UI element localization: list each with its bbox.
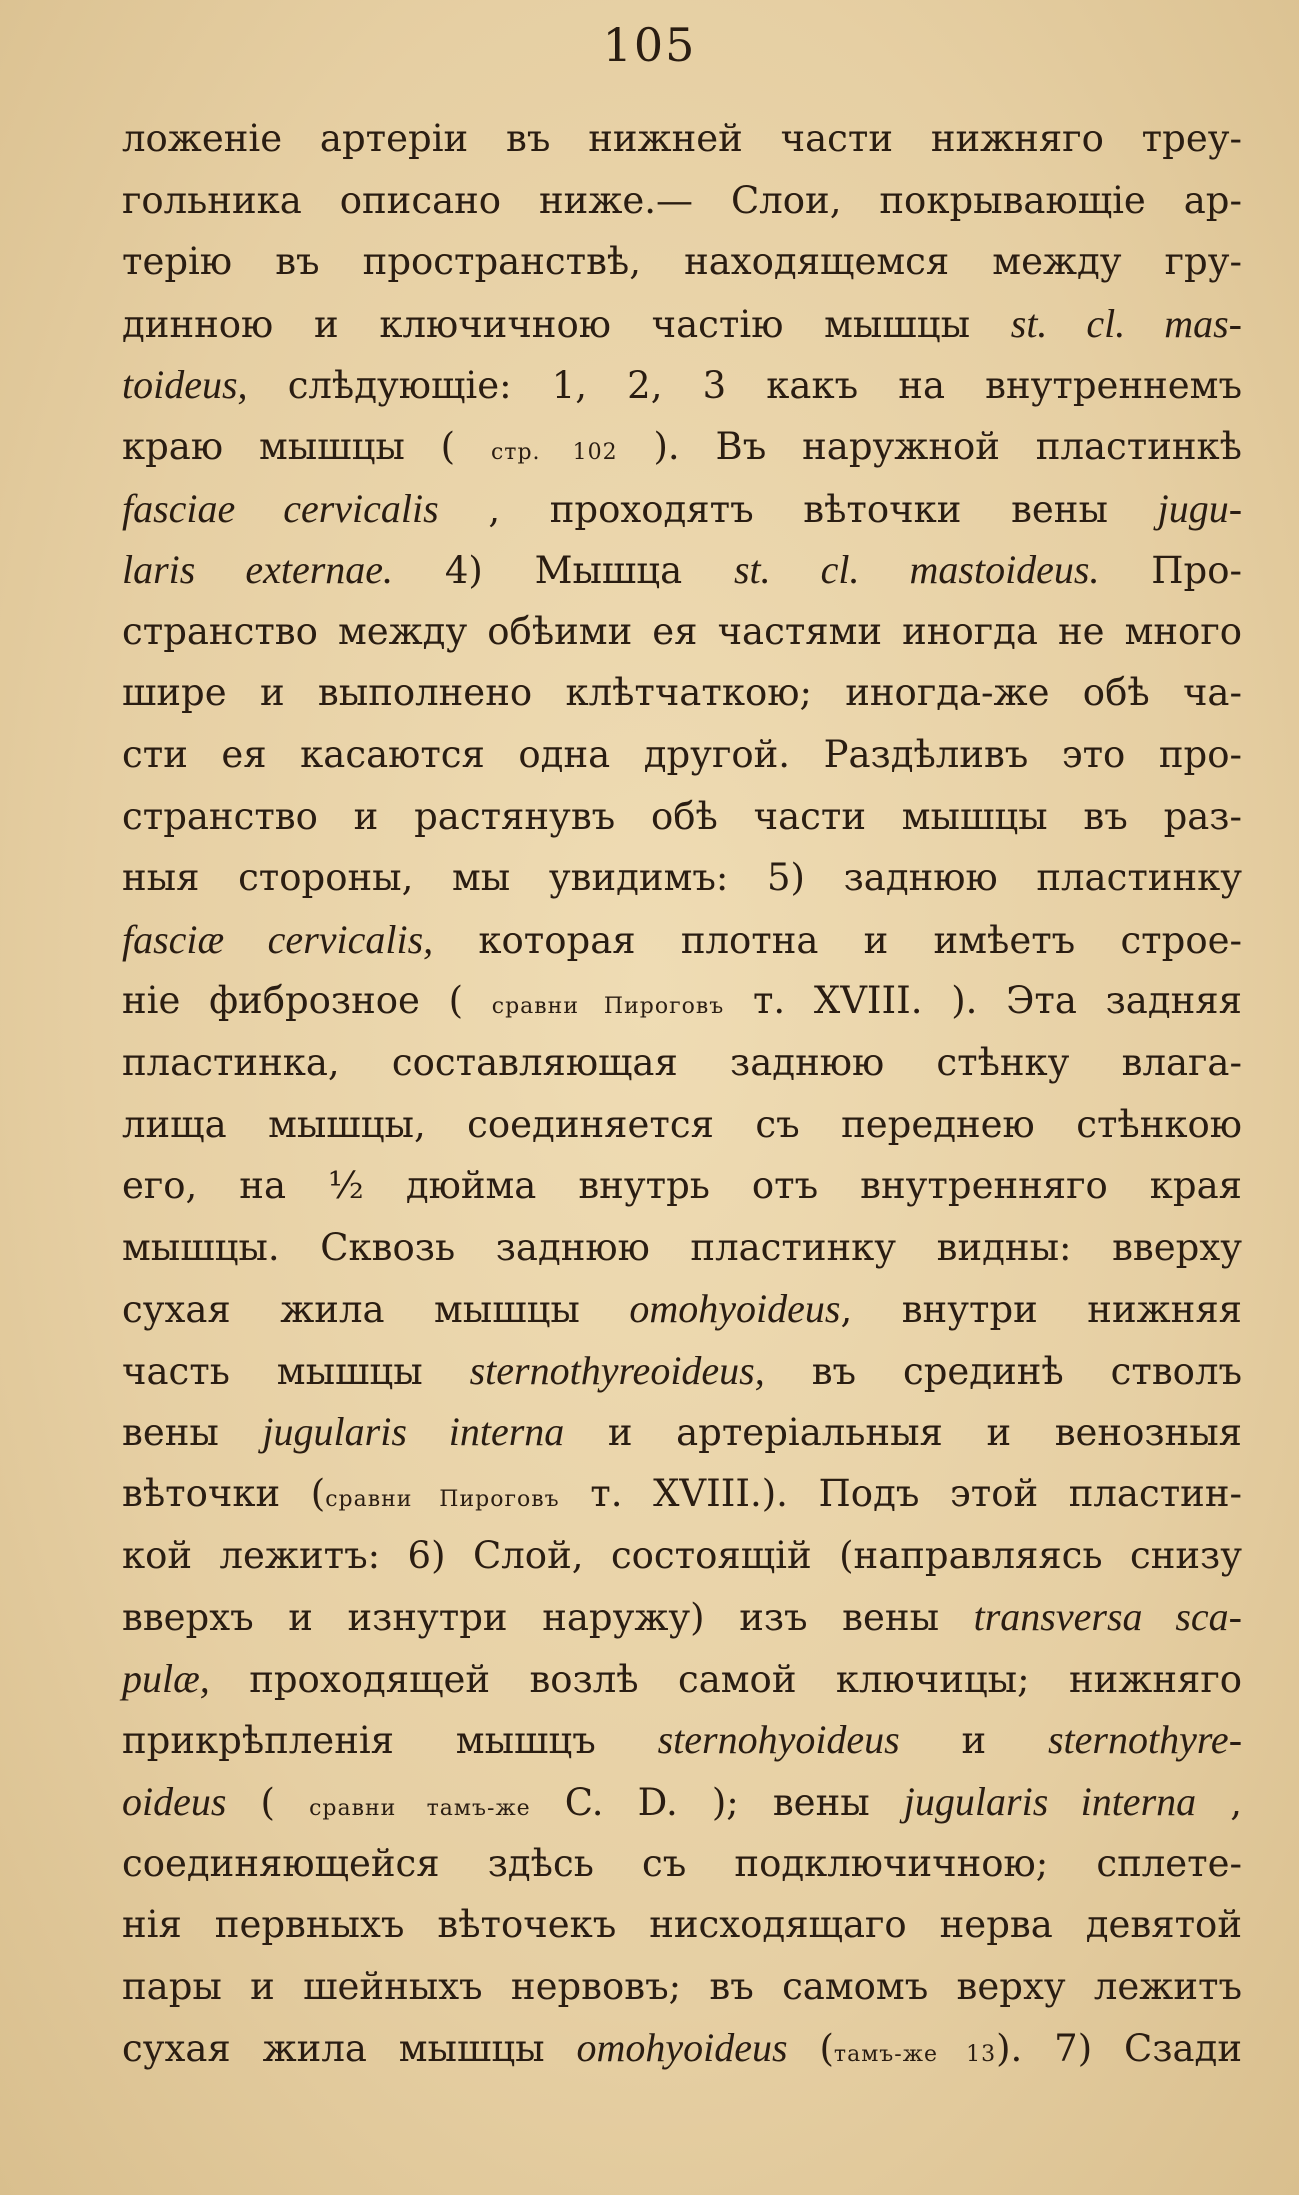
page-number: 105 — [602, 18, 697, 72]
reference-note: сравни Пироговъ — [491, 994, 725, 1020]
text-segment: вѣточки ( — [122, 1472, 326, 1516]
text-segment: странство между обѣими ея частями иногда не много — [122, 609, 1242, 653]
reference-note: сравни Пироговъ — [325, 1487, 560, 1513]
text-line — [122, 416, 1242, 478]
text-line — [122, 1094, 1242, 1156]
text-line — [122, 724, 1242, 786]
text-segment: которая плотна и имѣетъ строе- — [433, 918, 1242, 962]
text-segment: пластинка, составляющая заднюю стѣнку влага- — [122, 1040, 1242, 1084]
text-line — [122, 354, 1242, 416]
text-segment: т. XVIII. ). Эта задняя — [724, 979, 1242, 1023]
latin-term: fasciae cervicalis — [122, 485, 439, 531]
text-line — [122, 1278, 1242, 1340]
latin-term: laris externae. — [122, 547, 394, 593]
text-segment: ніе фиброзное ( — [122, 979, 492, 1023]
text-line — [122, 601, 1242, 663]
body-text — [122, 108, 1242, 2079]
text-line — [122, 1155, 1242, 1217]
text-segment: сухая жила мышцы — [122, 2027, 577, 2071]
text-segment: мышцы. Сквозь заднюю пластинку видны: вверху — [122, 1225, 1242, 1269]
text-segment: терію въ пространствѣ, находящемся между гру- — [122, 240, 1242, 284]
text-line — [122, 1032, 1242, 1094]
latin-term: omohyoideus — [576, 2025, 788, 2071]
text-segment: ). Въ наружной пластинкѣ — [617, 424, 1242, 468]
text-line — [122, 786, 1242, 848]
text-line — [122, 1833, 1242, 1895]
reference-note: сравни тамъ-же — [309, 1796, 531, 1822]
text-line — [122, 231, 1242, 293]
latin-term: pulæ, — [122, 1655, 210, 1701]
latin-term: jugularis interna — [262, 1409, 565, 1455]
latin-term: transversa sca- — [973, 1594, 1242, 1640]
text-segment: ( — [226, 1781, 310, 1825]
text-line — [122, 1956, 1242, 2018]
text-segment: C. D. ); вены — [530, 1781, 904, 1825]
text-segment: ( — [787, 2027, 834, 2071]
text-segment: Про- — [1099, 549, 1242, 593]
text-segment: динною и ключичною частію мышцы — [122, 302, 1011, 346]
text-segment: часть мышцы — [122, 1349, 470, 1393]
latin-term: omohyoideus — [629, 1286, 841, 1332]
text-segment: шире и выполнено клѣтчаткою; иногда-же обѣ ча- — [122, 671, 1242, 715]
text-segment: гольника описано ниже.— Слои, покрывающіе ар- — [122, 178, 1242, 222]
text-segment: слѣдующіе: 1, 2, 3 какъ на внутреннемъ — [247, 364, 1242, 408]
text-segment: соединяющейся здѣсь съ подключичною; сплете- — [122, 1841, 1242, 1885]
text-line — [122, 293, 1242, 355]
text-segment: 4) Мышца — [393, 549, 734, 593]
text-line — [122, 1894, 1242, 1956]
text-segment: ). 7) Сзади — [996, 2027, 1242, 2071]
latin-term: sternohyoideus — [657, 1717, 900, 1763]
latin-term: toideus, — [122, 362, 248, 408]
text-segment: сухая жила мышцы — [122, 1288, 630, 1332]
text-segment: въ срединѣ стволъ — [764, 1349, 1243, 1393]
latin-term: fasciæ cervicalis, — [122, 916, 434, 962]
text-line — [122, 1340, 1242, 1402]
text-segment: его, на ½ дюйма внутрь отъ внутренняго края — [122, 1164, 1242, 1208]
text-line — [122, 170, 1242, 232]
text-line — [122, 1525, 1242, 1587]
text-line — [122, 1648, 1242, 1710]
text-line — [122, 1586, 1242, 1648]
text-line — [122, 909, 1242, 971]
text-segment: и артеріальныя и венозныя — [564, 1411, 1242, 1455]
text-segment: нія первныхъ вѣточекъ нисходящаго нерва девятой — [122, 1903, 1242, 1947]
text-segment: и — [899, 1719, 1048, 1763]
latin-term: sternothyre- — [1047, 1717, 1243, 1763]
text-line — [122, 1217, 1242, 1279]
text-line — [122, 539, 1242, 601]
text-segment: вены — [122, 1411, 263, 1455]
text-segment: лища мышцы, соединяется съ переднею стѣнкою — [122, 1102, 1242, 1146]
text-line — [122, 847, 1242, 909]
text-line — [122, 1771, 1242, 1833]
text-segment: , внутри нижняя — [840, 1288, 1242, 1332]
text-segment: сти ея касаются одна другой. Раздѣливъ это про- — [122, 732, 1242, 776]
text-line — [122, 1463, 1242, 1525]
text-line — [122, 1709, 1242, 1771]
text-segment: странство и растянувъ обѣ части мышцы въ раз- — [122, 794, 1242, 838]
text-segment: т. XVIII.). Подъ этой пластин- — [559, 1472, 1242, 1516]
text-segment: краю мышцы ( — [122, 424, 491, 468]
text-segment: кой лежитъ: 6) Слой, состоящій (направляясь снизу — [122, 1533, 1242, 1577]
reference-note: стр. 102 — [490, 439, 618, 465]
reference-note: тамъ-же 13 — [833, 2042, 997, 2068]
text-segment: , — [1196, 1781, 1242, 1825]
text-line — [122, 108, 1242, 170]
text-line — [122, 478, 1242, 540]
latin-term: st. cl. mastoideus. — [733, 547, 1100, 593]
text-segment: прикрѣпленія мышцъ — [122, 1719, 658, 1763]
text-line — [122, 1401, 1242, 1463]
text-segment: пары и шейныхъ нервовъ; въ самомъ верху лежитъ — [122, 1964, 1242, 2008]
text-line — [122, 970, 1242, 1032]
latin-term: oideus — [122, 1779, 227, 1825]
latin-term: sternothyreoideus, — [469, 1347, 765, 1393]
latin-term: jugularis interna — [903, 1779, 1197, 1825]
text-segment: , проходятъ вѣточки вены — [438, 487, 1158, 531]
text-segment: проходящей возлѣ самой ключицы; нижняго — [209, 1657, 1242, 1701]
text-segment: вверхъ и изнутри наружу) изъ вены — [122, 1596, 974, 1640]
text-line — [122, 2017, 1242, 2079]
text-segment: ложеніе артеріи въ нижней части нижняго треу- — [122, 117, 1242, 160]
latin-term: st. cl. mas- — [1010, 300, 1242, 346]
latin-term: jugu- — [1157, 485, 1243, 531]
text-line — [122, 662, 1242, 724]
text-segment: ныя стороны, мы увидимъ: 5) заднюю пластинку — [122, 856, 1242, 900]
